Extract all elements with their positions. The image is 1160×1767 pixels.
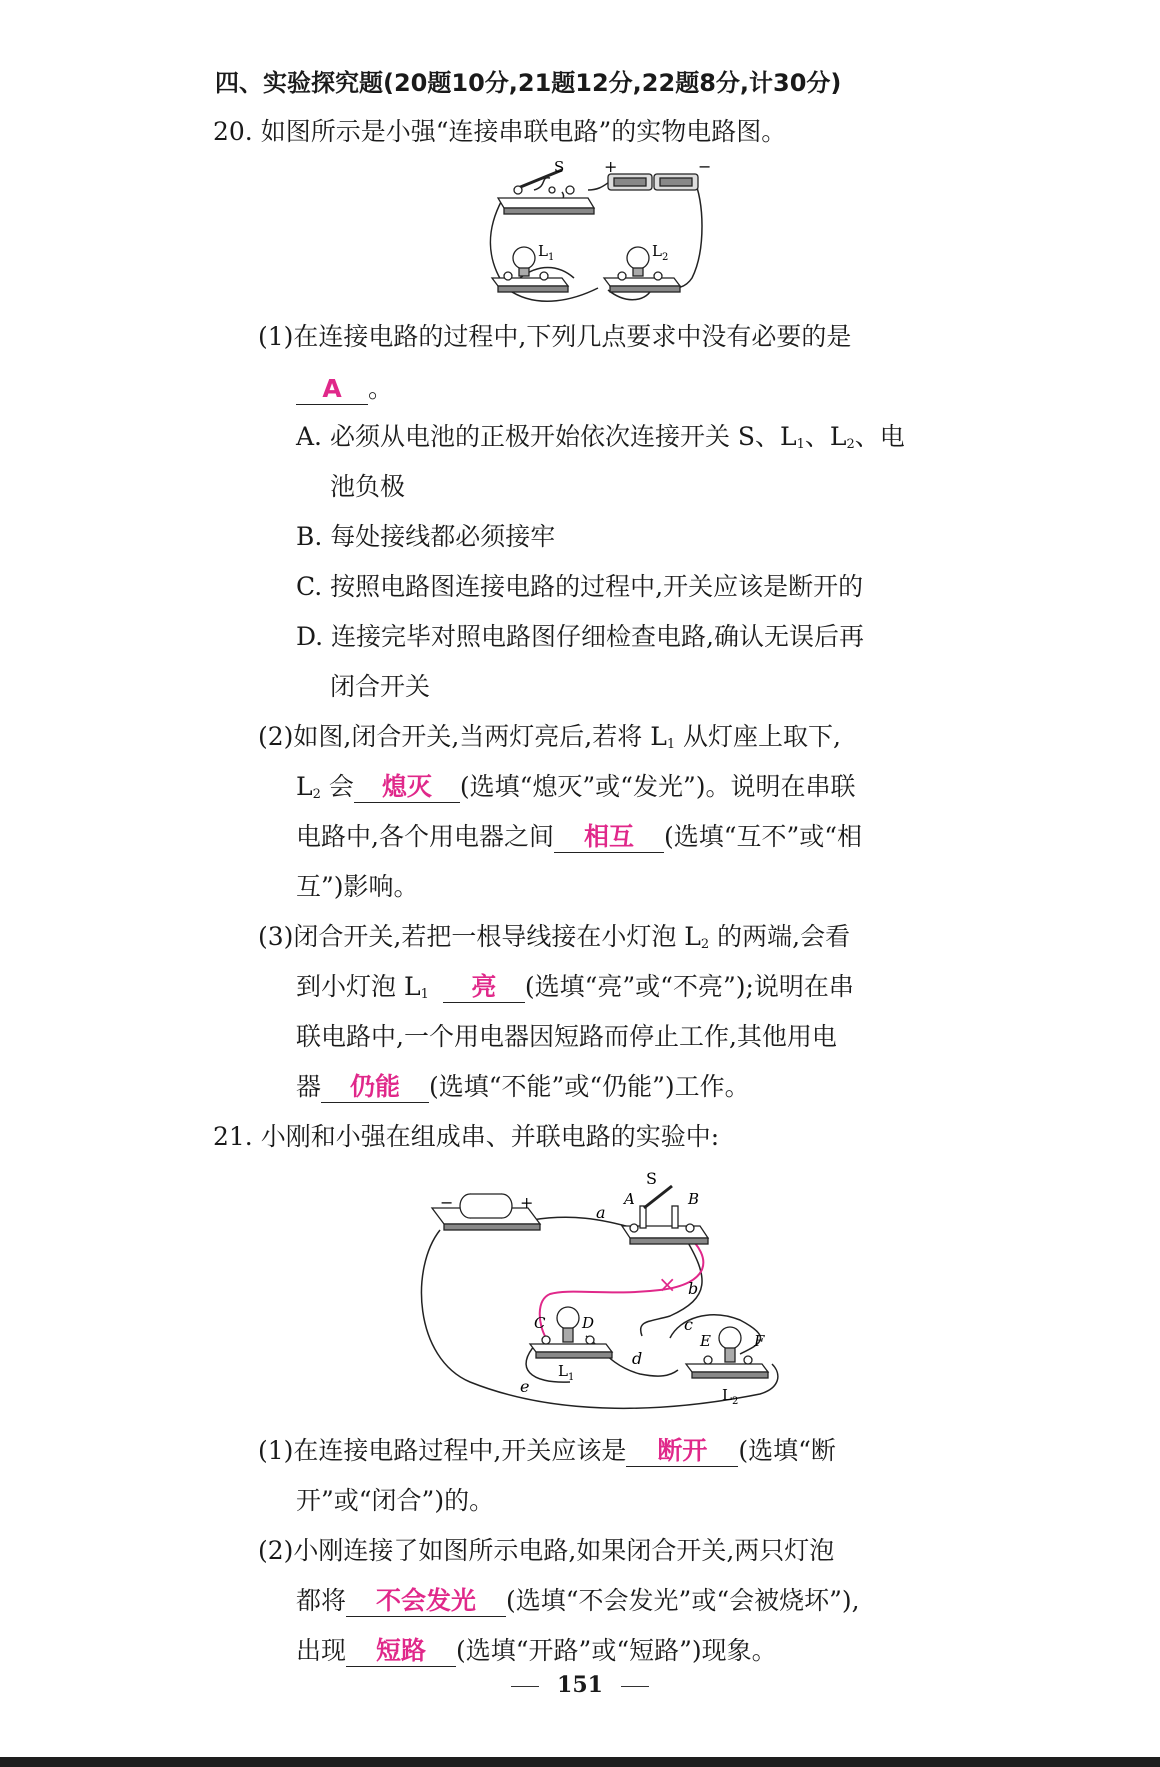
- lamp-l2: [604, 247, 680, 292]
- lamp2-sub: 2: [661, 252, 669, 263]
- page-dash-right: [621, 1686, 649, 1687]
- lamp2-label: L: [652, 242, 662, 260]
- q21-p2-line2: 都将 不会发光 (选填“不会发光”或“会被烧坏”),: [296, 1586, 860, 1615]
- terminal-d: D: [582, 1314, 595, 1332]
- terminal-e: E: [700, 1332, 711, 1350]
- q21-p1-answer-blank: 断开: [626, 1436, 738, 1467]
- wire-label-d: d: [632, 1349, 643, 1368]
- battery-plus: +: [520, 1193, 534, 1212]
- q20-p3-answer1-blank: 亮: [443, 972, 525, 1003]
- q20-p2-line2: $L_2$ 会 熄灭 (选填“熄灭”或“发光”)。说明在串联: [296, 772, 856, 802]
- q21-p2-line1: (2)小刚连接了如图所示电路,如果闭合开关,两只灯泡: [258, 1536, 835, 1565]
- wire-e: [421, 1230, 777, 1408]
- q21-p2-line3: 出现 短路 (选填“开路”或“短路”)现象。: [296, 1636, 777, 1665]
- q20-p3-answer2-blank: 仍能: [321, 1072, 429, 1103]
- q20-p1-answer-blank: A: [296, 374, 368, 405]
- q20-stem: 20. 如图所示是小强“连接串联电路”的实物电路图。: [213, 117, 787, 146]
- q21-stem: 21. 小刚和小强在组成串、并联电路的实验中:: [213, 1122, 720, 1151]
- switch-label: S: [554, 158, 565, 176]
- q20-p1-line1: (1)在连接电路的过程中,下列几点要求中没有必要的是: [258, 322, 852, 351]
- switch-s: [498, 170, 594, 214]
- battery-pair: [608, 174, 698, 190]
- q21-p2-answer1-blank: 不会发光: [346, 1586, 506, 1617]
- q20-option-a-cont: 池负极: [330, 472, 406, 501]
- lamp1-sub: 1: [547, 252, 555, 263]
- q20-p2-line4: 互”)影响。: [296, 872, 419, 901]
- wire-label-e: e: [520, 1377, 530, 1396]
- lamp1-label: L: [558, 1362, 568, 1380]
- cross-mark: ×: [658, 1273, 677, 1298]
- lamp2-label: L: [722, 1386, 732, 1404]
- battery-minus: −: [698, 157, 712, 176]
- page-number: 151: [0, 1672, 1160, 1698]
- terminal-a: A: [624, 1190, 635, 1208]
- q20-option-b: B. 每处接线都必须接牢: [296, 522, 556, 551]
- q21-p2-answer2-blank: 短路: [346, 1636, 456, 1667]
- parallel-circuit-figure: [410, 1168, 786, 1414]
- switch-label: S: [646, 1169, 657, 1188]
- svg-text:L1: [538, 242, 554, 263]
- q20-p1-end: 。: [368, 374, 394, 403]
- lamp1-label: L: [538, 242, 548, 260]
- svg-text:L2: [652, 242, 668, 263]
- lamp2-sub: 2: [731, 1396, 739, 1407]
- wire-label-b: b: [688, 1279, 699, 1298]
- q20-p2-line1: (2)如图,闭合开关,当两灯亮后,若将 $L_1$ 从灯座上取下,: [258, 722, 841, 752]
- wire-label-a: a: [596, 1203, 606, 1222]
- wire-label-c: c: [684, 1315, 693, 1334]
- q20-option-c: C. 按照电路图连接电路的过程中,开关应该是断开的: [296, 572, 864, 601]
- lamp-l1: [492, 247, 568, 292]
- terminal-b: B: [688, 1190, 700, 1208]
- bottom-bar: [0, 1757, 1160, 1767]
- q20-p2-line3: 电路中,各个用电器之间 相互 (选填“互不”或“相: [296, 822, 863, 851]
- q20-option-a: A. 必须从电池的正极开始依次连接开关 S、$L_1$、$L_2$、电: [296, 422, 905, 452]
- battery-plus: +: [604, 157, 618, 176]
- terminal-c: C: [534, 1314, 546, 1332]
- series-circuit-figure: [478, 157, 712, 308]
- q20-p3-line3: 联电路中,一个用电器因短路而停止工作,其他用电: [296, 1022, 837, 1051]
- q20-p2-answer1-blank: 熄灭: [354, 772, 460, 803]
- battery-minus: −: [440, 1193, 454, 1212]
- q20-p3-line1: (3)闭合开关,若把一根导线接在小灯泡 $L_2$ 的两端,会看: [258, 922, 851, 952]
- section-title: 四、实验探究题(20题10分,21题12分,22题8分,计30分): [215, 69, 842, 97]
- lamp1-sub: 1: [567, 1372, 575, 1383]
- q20-option-d-cont: 闭合开关: [330, 672, 431, 701]
- terminal-f: F: [754, 1332, 765, 1350]
- svg-text:L2: [722, 1386, 738, 1407]
- q20-option-d: D. 连接完毕对照电路图仔细检查电路,确认无误后再: [296, 622, 864, 651]
- svg-text:L1: [558, 1362, 574, 1383]
- page-dash-left: [511, 1686, 539, 1687]
- q21-p1-line1: (1)在连接电路过程中,开关应该是 断开 (选填“断: [258, 1436, 836, 1465]
- q21-p1-line2: 开”或“闭合”)的。: [296, 1486, 495, 1515]
- q20-p2-answer2-blank: 相互: [554, 822, 664, 853]
- q20-p3-line4: 器 仍能 (选填“不能”或“仍能”)工作。: [296, 1072, 750, 1101]
- wire-right: [661, 180, 702, 288]
- q20-p3-line2: 到小灯泡 $L_1$ 亮 (选填“亮”或“不亮”);说明在串: [296, 972, 854, 1002]
